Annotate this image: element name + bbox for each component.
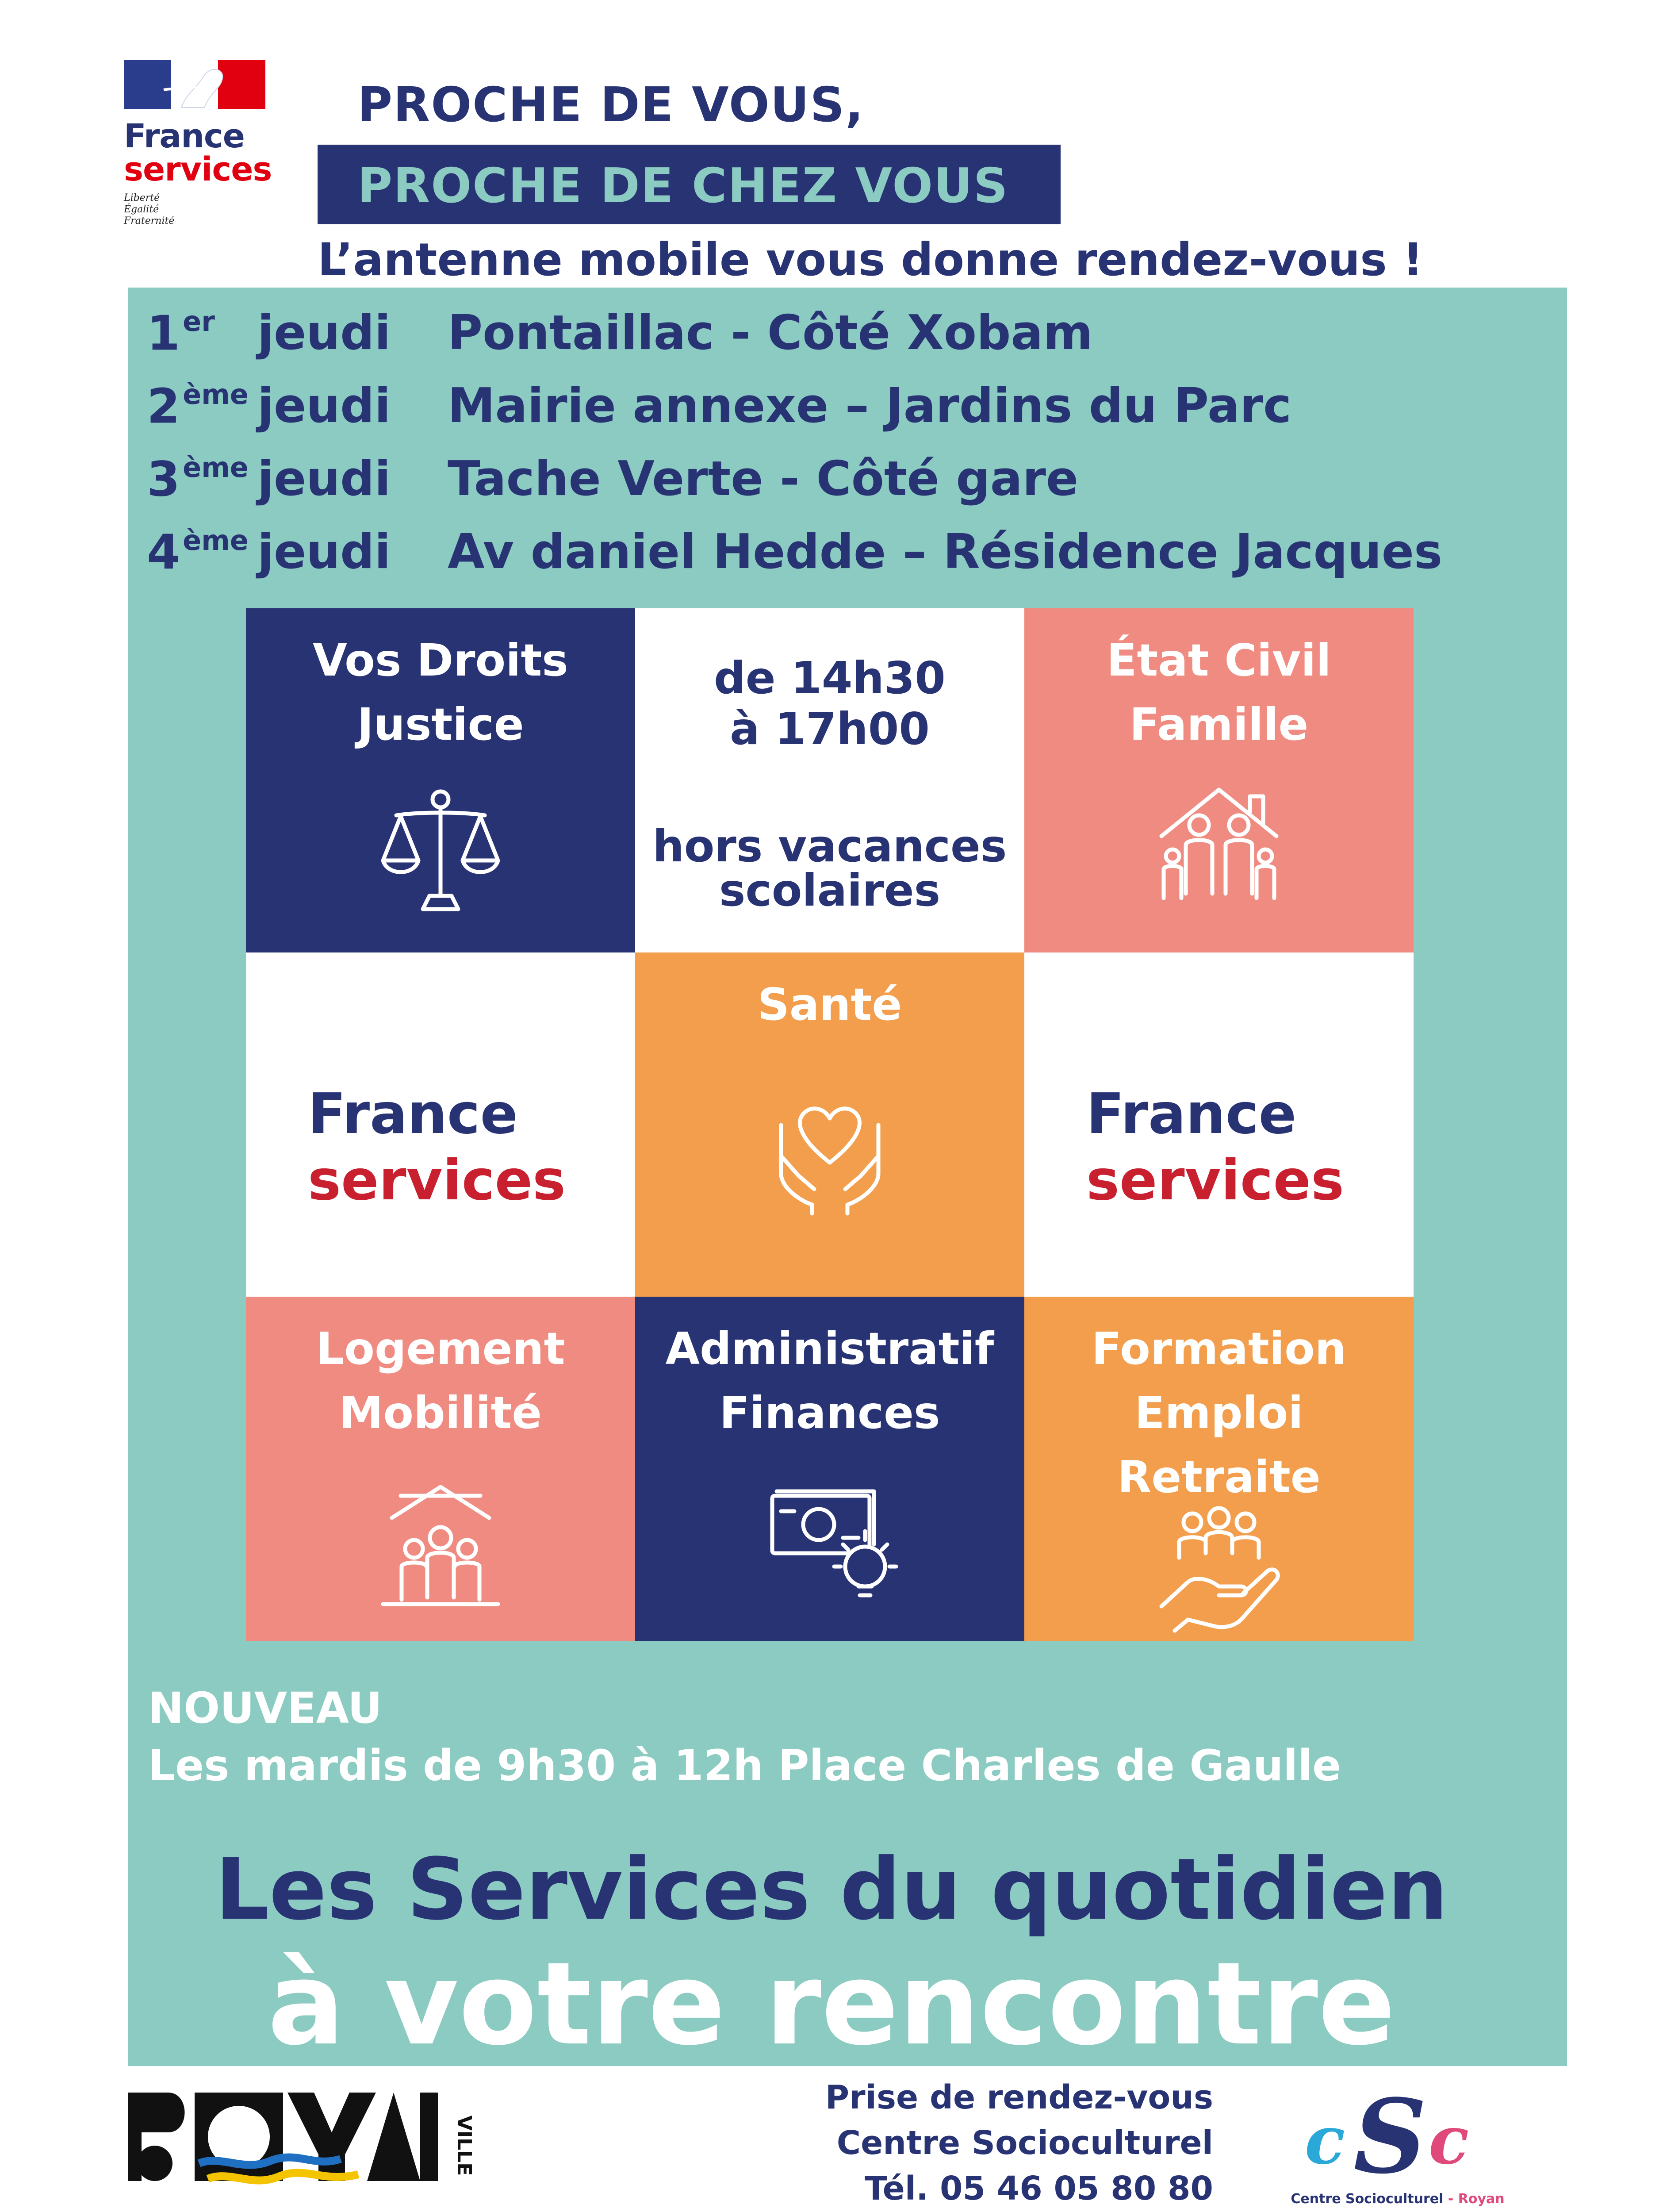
contact-phone[interactable]: Tél. 05 46 05 80 80 [864, 2170, 1213, 2208]
cell-hours: de 14h30 à 17h00 hors vacances scolaires [635, 608, 1024, 952]
cell-sante: Santé [635, 952, 1024, 1297]
france-services-logo [124, 60, 270, 232]
nouveau-label: NOUVEAU [148, 1683, 383, 1733]
cell-formation: Formation Emploi Retraite [1024, 1297, 1414, 1641]
tagline-line1: Les Services du quotidien [215, 1840, 1448, 1939]
tagline-line2: à votre rencontre [267, 1938, 1396, 2070]
schedule-place: Av daniel Hedde – Résidence Jacques [448, 524, 1443, 580]
cell-logement: Logement Mobilité [246, 1297, 635, 1641]
svg-text:Centre Socioculturel - Royan: Centre Socioculturel - Royan [1291, 2191, 1505, 2207]
scales-icon [374, 785, 507, 918]
cell-france-services-left [246, 952, 635, 1297]
schedule-place: Tache Verte - Côté gare [448, 451, 1079, 507]
contact-block [596, 2075, 1213, 2212]
logo-word-services: services [124, 150, 272, 188]
subtitle: L’antenne mobile vous donne rendez-vous ! [318, 234, 1423, 286]
schedule-place: Mairie annexe – Jardins du Parc [448, 378, 1292, 434]
nouveau-text: Les mardis de 9h30 à 12h Place Charles de Gaulle [148, 1741, 1341, 1790]
france-services-wordmark: France services [1086, 1081, 1345, 1213]
title-line2: PROCHE DE CHEZ VOUS [357, 158, 1009, 214]
cell-administratif: Administratif Finances [635, 1297, 1024, 1641]
money-lightbulb-icon [763, 1478, 896, 1611]
svg-text:S: S [1353, 2077, 1427, 2197]
marianne-flag-icon [124, 60, 265, 109]
royan-ville-logo [128, 2088, 475, 2199]
france-services-wordmark: France services [308, 1081, 566, 1213]
svg-text:VILLE: VILLE [453, 2115, 475, 2176]
cell-etat-civil: État Civil Famille [1024, 608, 1414, 952]
people-hand-icon [1153, 1505, 1285, 1637]
logo-motto: Liberté Égalité Fraternité [124, 192, 175, 227]
cell-droits-justice: Vos Droits Justice [246, 608, 635, 952]
title-line1: PROCHE DE VOUS, [357, 77, 865, 133]
centre-socioculturel-logo [1291, 2075, 1505, 2212]
marianne-profile-icon [155, 63, 234, 109]
people-roof-icon [374, 1478, 507, 1611]
contact-heading: Prise de rendez-vous [825, 2078, 1213, 2116]
contact-org: Centre Socioculturel [836, 2124, 1213, 2162]
schedule-place: Pontaillac - Côté Xobam [448, 305, 1093, 361]
logo-word-france: France [124, 117, 245, 155]
svg-text:c: c [1429, 2101, 1469, 2179]
heart-hands-icon [763, 1085, 896, 1218]
cell-france-services-right [1024, 952, 1414, 1297]
family-house-icon [1153, 779, 1285, 911]
svg-text:c: c [1305, 2101, 1345, 2179]
